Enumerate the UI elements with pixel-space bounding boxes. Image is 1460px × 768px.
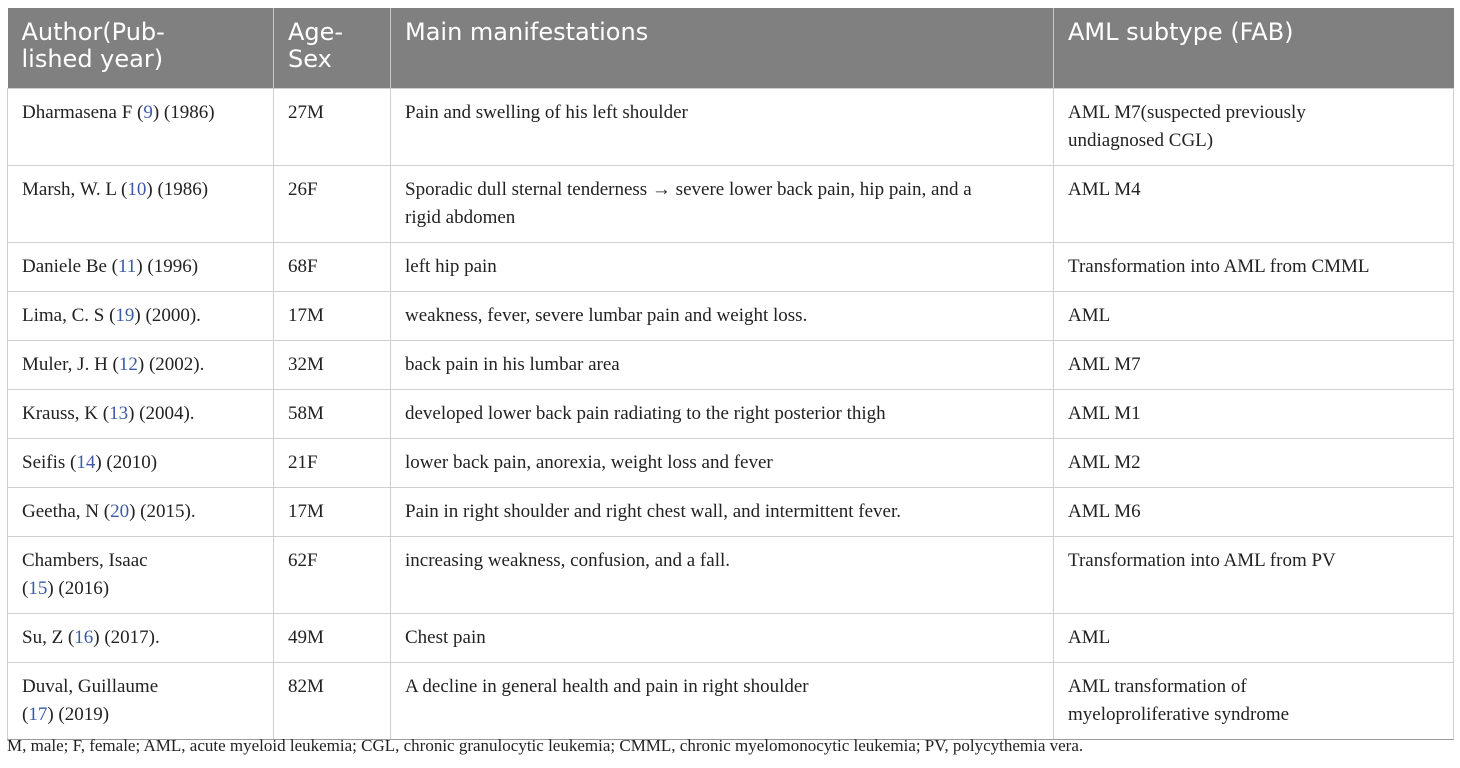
author-cell: Geetha, N (20) (2015). (8, 488, 274, 537)
table-row (8, 663, 1454, 740)
reference-link[interactable]: 9 (143, 102, 153, 123)
age-sex-cell: 21F (274, 439, 391, 488)
reference-link[interactable]: 15 (28, 578, 48, 599)
author-cell: Dharmasena F (9) (1986) (8, 89, 274, 166)
header-age-sex (274, 8, 391, 89)
age-sex-cell: 68F (274, 243, 391, 292)
reference-link[interactable]: 14 (76, 452, 96, 473)
header-subtype-label: AML subtype (FAB) (1068, 18, 1294, 46)
author-cell: Daniele Be (11) (1996) (8, 243, 274, 292)
age-sex-cell: 62F (274, 537, 391, 614)
reference-link[interactable]: 17 (28, 704, 48, 725)
manifestation-cell: Pain in right shoulder and right chest wall, and intermittent fever. (391, 488, 1054, 537)
reference-link[interactable]: 11 (118, 256, 137, 277)
age-sex-cell: 58M (274, 390, 391, 439)
table-row (8, 166, 1454, 243)
header-age-line1: Age- (288, 18, 344, 46)
manifestation-cell: A decline in general health and pain in right shoulder (391, 663, 1054, 740)
manifestation-cell: Chest pain (391, 614, 1054, 663)
author-cell: Seifis (14) (2010) (8, 439, 274, 488)
subtype-cell: AML transformation of myeloproliferative syndrome (1054, 663, 1454, 740)
age-sex-cell: 17M (274, 292, 391, 341)
manifestation-cell: left hip pain (391, 243, 1054, 292)
age-sex-cell: 17M (274, 488, 391, 537)
subtype-cell: AML M2 (1054, 439, 1454, 488)
age-sex-cell: 26F (274, 166, 391, 243)
subtype-cell: AML M7(suspected previously undiagnosed CGL) (1054, 89, 1454, 166)
subtype-cell: AML (1054, 614, 1454, 663)
header-author (8, 8, 274, 89)
manifestation-cell: Pain and swelling of his left shoulder (391, 89, 1054, 166)
reference-link[interactable]: 13 (109, 403, 129, 424)
header-author-line2: lished year) (21, 45, 164, 73)
manifestation-cell: weakness, fever, severe lumbar pain and weight loss. (391, 292, 1054, 341)
table-header (8, 8, 1454, 89)
header-author-line1: Author(Pub- (21, 18, 165, 46)
table-row (8, 390, 1454, 439)
age-sex-cell: 82M (274, 663, 391, 740)
table-row (8, 89, 1454, 166)
subtype-cell: Transformation into AML from CMML (1054, 243, 1454, 292)
subtype-cell: Transformation into AML from PV (1054, 537, 1454, 614)
table-row (8, 488, 1454, 537)
author-cell: Duval, Guillaume (17) (2019) (8, 663, 274, 740)
reference-link[interactable]: 12 (118, 354, 138, 375)
table-row (8, 341, 1454, 390)
manifestation-cell: increasing weakness, confusion, and a fall. (391, 537, 1054, 614)
age-sex-cell: 49M (274, 614, 391, 663)
age-sex-cell: 27M (274, 89, 391, 166)
table-row (8, 614, 1454, 663)
author-cell: Chambers, Isaac (15) (2016) (8, 537, 274, 614)
manifestation-cell: developed lower back pain radiating to the right posterior thigh (391, 390, 1054, 439)
reference-link[interactable]: 19 (115, 305, 135, 326)
subtype-cell: AML M7 (1054, 341, 1454, 390)
author-cell: Muler, J. H (12) (2002). (8, 341, 274, 390)
table-footnote: M, male; F, female; AML, acute myeloid leukemia; CGL, chronic granulocytic leukemia; CMML, chronic myelomonocytic leukemia; PV, polycythemia vera. (7, 736, 1084, 755)
author-cell: Su, Z (16) (2017). (8, 614, 274, 663)
reference-link[interactable]: 20 (110, 501, 130, 522)
header-age-line2: Sex (288, 45, 332, 73)
table-row (8, 243, 1454, 292)
manifestation-cell: Sporadic dull sternal tenderness → severe lower back pain, hip pain, and a rigid abdomen (391, 166, 1054, 243)
header-subtype (1054, 8, 1454, 89)
subtype-cell: AML M6 (1054, 488, 1454, 537)
manifestation-cell: lower back pain, anorexia, weight loss and fever (391, 439, 1054, 488)
case-table-container (7, 8, 1453, 740)
manifestation-cell: back pain in his lumbar area (391, 341, 1054, 390)
subtype-cell: AML M4 (1054, 166, 1454, 243)
subtype-cell: AML M1 (1054, 390, 1454, 439)
subtype-cell: AML (1054, 292, 1454, 341)
author-cell: Krauss, K (13) (2004). (8, 390, 274, 439)
age-sex-cell: 32M (274, 341, 391, 390)
case-table (7, 8, 1454, 740)
table-row (8, 292, 1454, 341)
table-row (8, 537, 1454, 614)
reference-link[interactable]: 10 (127, 179, 147, 200)
author-cell: Lima, C. S (19) (2000). (8, 292, 274, 341)
table-row (8, 439, 1454, 488)
reference-link[interactable]: 16 (74, 627, 94, 648)
header-manifestations (391, 8, 1054, 89)
table-body (8, 89, 1454, 740)
header-row (8, 8, 1454, 89)
author-cell: Marsh, W. L (10) (1986) (8, 166, 274, 243)
header-manifestations-label: Main manifestations (405, 18, 649, 46)
